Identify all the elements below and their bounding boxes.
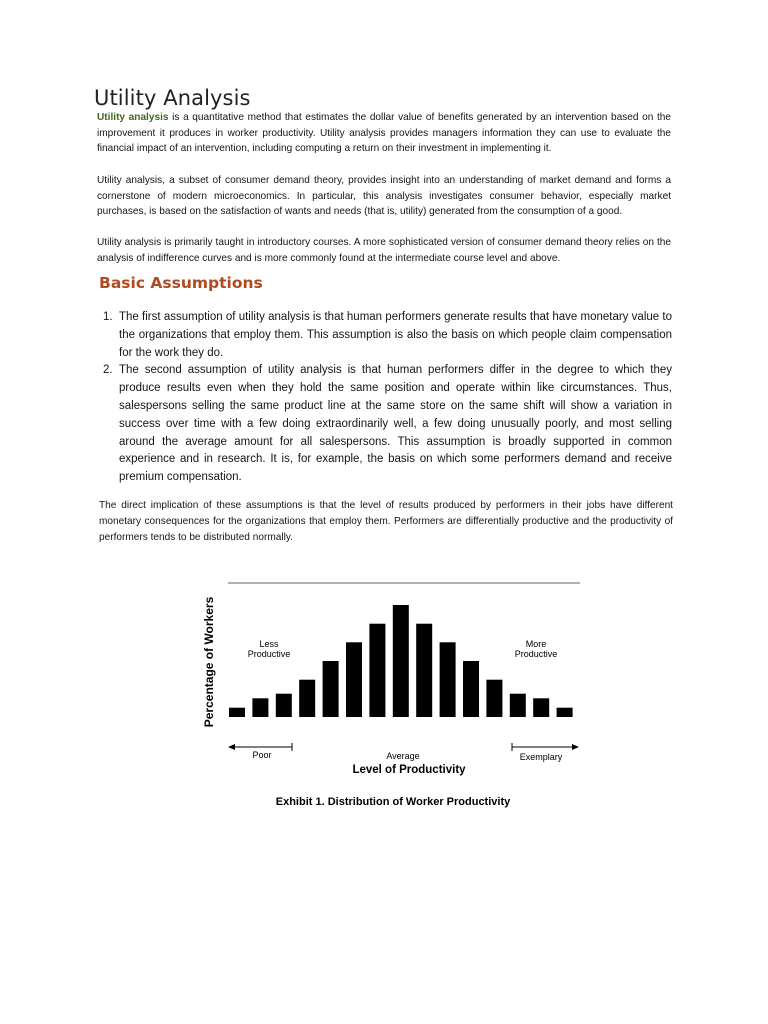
x-marker-average: Average <box>386 751 420 761</box>
intro-text: is a quantitative method that estimates the dollar value of benefits generated by an intervention based on the improvement it produces in worker productivity. Utility analysis provides managers information they can use to evaluate the financial impact of an intervention, including computing a return on their investment in implementing it. <box>97 112 671 154</box>
bar-6 <box>346 642 362 717</box>
paragraph-2: Utility analysis, a subset of consumer demand theory, provides insight into an understanding of market demand and forms a cornerstone of modern microeconomics. In particular, this analysis investigates consumer behavior, especially market purchases, is based on the satisfaction of wants and needs (that is, utility) generated from the consumption of a good. <box>97 175 671 217</box>
bar-1 <box>229 708 245 717</box>
bar-15 <box>557 708 573 717</box>
bar-13 <box>510 694 526 717</box>
list-item-text: The second assumption of utility analysis is that human performers differ in the degree to which they produce results even when they hold the same position and operate within like circumstances. Thus, salespersons selling the same product line at the same store on the same shift will show a variation in success over time with a few doing extraordinarily well, a few doing unusually poorly, and most selling around the average amount for all salespersons. This assumption is broadly supported in common experience and in research. It is, for example, the basis on which some performers demand and receive premium compensation. <box>119 364 672 484</box>
list-number: 1. <box>103 311 113 323</box>
poor-arrow-left-icon <box>228 744 235 750</box>
annotation-left-line2: Productive <box>247 649 291 659</box>
bar-5 <box>323 661 339 717</box>
annotation-left-line1: Less <box>259 639 279 649</box>
assumptions-list <box>103 309 672 487</box>
bar-7 <box>369 624 385 717</box>
list-item-text: The first assumption of utility analysis is that human performers generate results that have monetary value to the organizations that employ them. This assumption is also the basis on which people claim compensation for the work they do. <box>119 311 672 359</box>
intro-term: Utility analysis <box>97 112 169 123</box>
bar-3 <box>276 694 292 717</box>
bar-2 <box>252 698 268 717</box>
annotation-right-line1: More <box>525 639 547 649</box>
bar-8 <box>393 605 409 717</box>
distribution-chart <box>200 574 600 814</box>
section-heading: Basic Assumptions <box>99 274 263 292</box>
x-marker-poor: Poor <box>252 750 272 760</box>
list-item <box>103 309 672 362</box>
bar-11 <box>463 661 479 717</box>
page-title: Utility Analysis <box>94 86 251 110</box>
list-item <box>103 362 672 487</box>
implication-paragraph: The direct implication of these assumptions is that the level of results produced by performers in their jobs have different monetary consequences for the organizations that employ them. Performers are differentially productive and the productivity of performers tends to be distributed normally. <box>99 500 673 543</box>
bar-4 <box>299 680 315 717</box>
figure-exhibit-1 <box>200 574 600 814</box>
x-marker-exemplary: Exemplary <box>519 752 563 762</box>
annotation-right-line2: Productive <box>514 649 558 659</box>
bar-12 <box>486 680 502 717</box>
bar-14 <box>533 698 549 717</box>
bar-10 <box>440 642 456 717</box>
chart-caption: Exhibit 1. Distribution of Worker Productivity <box>275 796 511 808</box>
y-axis-label: Percentage of Workers <box>202 596 216 728</box>
bar-9 <box>416 624 432 717</box>
exemplary-arrow-right-icon <box>572 744 579 750</box>
bars-group <box>229 605 573 717</box>
list-number: 2. <box>103 364 113 377</box>
x-axis-label: Level of Productivity <box>352 764 466 776</box>
paragraph-3: Utility analysis is primarily taught in introductory courses. A more sophisticated version of consumer demand theory relies on the analysis of indifference curves and is more commonly found at the intermediate course level and above. <box>97 237 671 264</box>
intro-paragraph <box>97 110 671 157</box>
